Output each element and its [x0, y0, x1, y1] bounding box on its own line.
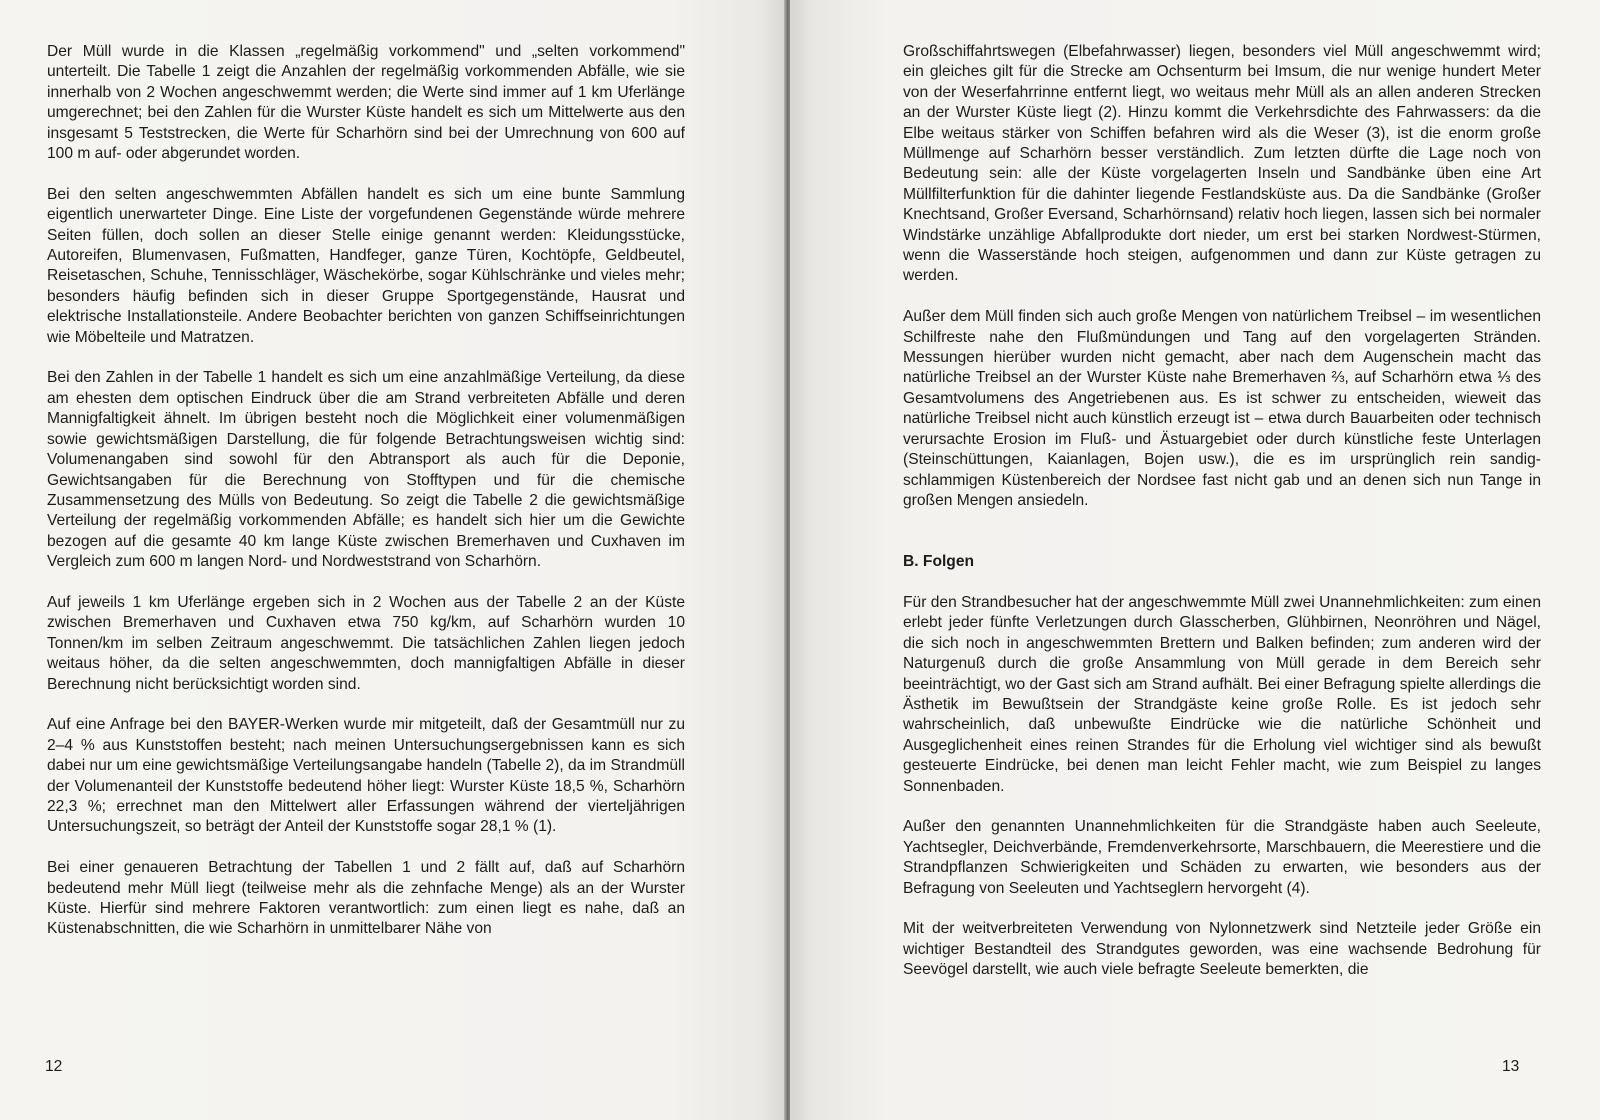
paragraph: Außer dem Müll finden sich auch große Mengen von natürlichem Treibsel – im wesentlichen Schilfreste nahe den Flußmündungen und Tang auf den vorgelagerten Stränden. Messungen hierüber wurden nicht gemacht, aber nach dem Augenschein macht das natürliche Treibsel an der Wurster Küste nahe Bremerhaven ⅔, auf Scharhörn etwa ⅓ des Gesamtvolumens des Angetriebenen aus. Es ist schwer zu entscheiden, wieweit das natürliche Treibsel nicht auch künstlich erzeugt ist – etwa durch Bauarbeiten oder technisch verursachte Erosion im Fluß- und Ästuargebiet oder durch künstliche feste Unterlagen (Steinschüttungen, Kaianlagen, Bojen usw.), die es im ursprünglich rein sandig-schlammigen Küstenbereich der Nordsee fast nicht gab und an denen sich nun Tange in großen Mengen ansiedeln.	[903, 308, 1541, 509]
right-page	[790, 0, 1600, 1120]
spacer	[903, 532, 1541, 552]
paragraph: Mit der weitverbreiteten Verwendung von Nylonnetzwerk sind Netzteile jeder Größe ein wichtiger Bestandteil des Strandgutes geworden, was eine wachsende Bedrohung für Seevögel darstellt, wie auch viele befragte Seeleute bemerkten, die	[903, 920, 1541, 979]
paragraph: Für den Strandbesucher hat der angeschwemmte Müll zwei Unannehmlichkeiten: zum einen erlebt jeder fünfte Verletzungen durch Glasscherben, Glühbirnen, Neonröhren und Nägel, die sich noch in angeschwemmten Brettern und Balken befinden; zum anderen wird der Naturgenuß durch die große Ansammlung von Müll gerade in dem Bereich sehr beeinträchtigt, wo der Gast sich am Strand aufhält. Bei einer Befragung spielte allerdings die Ästhetik im Bewußtsein der Strandgäste keine große Rolle. Es ist jedoch sehr wahrscheinlich, daß unbewußte Eindrücke wie die natürliche Schönheit und Ausgeglichenheit eines reinen Strandes für die Erholung viel wichtiger sind als bewußt gesteuerte Eindrücke, bei denen man leicht Fehler macht, wie zum Beispiel zu langes Sonnenbaden.	[903, 593, 1541, 795]
left-text-column	[47, 42, 685, 960]
left-page	[0, 0, 786, 1120]
right-text-column	[903, 42, 1541, 1001]
paragraph: Auf eine Anfrage bei den BAYER-Werken wurde mir mitgeteilt, daß der Gesamtmüll nur zu 2–4 % aus Kunststoffen besteht; nach meinen Untersuchungsergebnissen kann es sich dabei nur um eine gewichtsmäßige Verteilungsangabe handeln (Tabelle 2), da im Strandmüll der Volumenanteil der Kunststoffe bedeutend höher liegt: Wurster Küste 18,5 %, Scharhörn 22,3 %; errechnet man den Mittelwert aller Erfassungen während der vierteljährigen Untersuchungszeit, so beträgt der Anteil der Kunststoffe sogar 28,1 % (1).	[47, 716, 685, 836]
paragraph: Großschiffahrtswegen (Elbefahrwasser) liegen, besonders viel Müll angeschwemmt wird; ein gleiches gilt für die Strecke am Ochsenturm bei Imsum, die nur wenige hundert Meter von der Weserfahrrinne entfernt liegt, wo weitaus mehr Müll als an allen anderen Strecken an der Wurster Küste liegt (2). Hinzu kommt die Verkehrsdichte des Fahrwassers: da die Elbe weitaus stärker von Schiffen befahren wird als die Weser (3), ist die enorm große Müllmenge auf Scharhörn besser verständlich. Zum letzten dürfte die Lage noch von Bedeutung sein: alle der Küste vorgelagerten Inseln und Sandbänke üben eine Art Müllfilterfunktion für die dahinter liegende Festlandsküste aus. Da die Sandbänke (Großer Knechtsand, Großer Eversand, Scharhörnsand) relativ hoch liegen, lassen sich bei normaler Windstärke unzählige Abfallprodukte dort nieder, um erst bei starken Nordwest-Stürmen, wenn die Wasserstände hoch steigen, aufgenommen und dann zur Küste getragen zu werden.	[903, 43, 1541, 285]
paragraph: Bei einer genaueren Betrachtung der Tabellen 1 und 2 fällt auf, daß auf Scharhörn bedeutend mehr Müll liegt (teilweise mehr als die zehnfache Menge) als an der Wurster Küste. Hierfür sind mehrere Faktoren verantwortlich: zum einen liegt es nahe, daß an Küstenabschnitten, die wie Scharhörn in unmittelbarer Nähe von	[47, 859, 685, 938]
page-number-left: 12	[45, 1058, 63, 1075]
paragraph: Der Müll wurde in die Klassen „regelmäßig vorkommend" und „selten vorkommend" unterteilt. Die Tabelle 1 zeigt die Anzahlen der regelmäßig vorkommenden Abfälle, wie sie innerhalb von 2 Wochen angeschwemmt werden; die Werte sind immer auf 1 km Uferlänge umgerechnet; bei den Zahlen für die Wurster Küste handelt es sich um Mittelwerte aus den insgesamt 5 Teststrecken, die Werte für Scharhörn sind bei der Umrechnung von 600 auf 100 m auf- oder abgerundet worden.	[47, 43, 685, 163]
paragraph: Bei den Zahlen in der Tabelle 1 handelt es sich um eine anzahlmäßige Verteilung, da diese am ehesten dem optischen Eindruck über die am Strand verbreiteten Abfälle und deren Mannigfaltigkeit ähnelt. Im übrigen besteht noch die Möglichkeit einer volumenmäßigen sowie gewichtsmäßigen Darstellung, die für folgende Betrachtungsweisen wichtig sind: Volumenangaben sind sowohl für den Abtransport als auch für die Deponie, Gewichtsangaben für die Berechnung von Stofftypen und für die chemische Zusammensetzung des Mülls von Bedeutung. So zeigt die Tabelle 2 die gewichtsmäßige Verteilung der regelmäßig vorkommenden Abfälle; es handelt sich hier um die Gewichte bezogen auf die gesamte 40 km lange Küste zwischen Bremerhaven und Cuxhaven im Vergleich zum 600 m langen Nord- und Nordweststrand von Scharhörn.	[47, 369, 685, 571]
paragraph: Bei den selten angeschwemmten Abfällen handelt es sich um eine bunte Sammlung eigentlich unerwarteter Dinge. Eine Liste der vorgefundenen Gegenstände würde mehrere Seiten füllen, doch sollen an dieser Stelle einige genannt werden: Kleidungsstücke, Autoreifen, Blumenvasen, Fußmatten, Handfeger, ganze Türen, Kochtöpfe, Geldbeutel, Reisetaschen, Schuhe, Tennisschläger, Wäschekörbe, sogar Kühlschränke und vieles mehr; besonders häufig befinden sich in dieser Gruppe Sportgegenstände, Hausrat und elektrische Installationsteile. Andere Beobachter berichten von ganzen Schiffseinrichtungen wie Möbelteile und Matratzen.	[47, 185, 685, 346]
section-heading: B. Folgen	[903, 553, 975, 571]
paragraph: Außer den genannten Unannehmlichkeiten für die Strandgäste haben auch Seeleute, Yachtsegler, Deichverbände, Fremdenverkehrsorte, Marschbauern, die Meerestiere und die Strandpflanzen Schwierigkeiten und Schäden zu erwarten, wie besonders aus der Befragung von Seeleuten und Yachtseglern hervorgeht (4).	[903, 818, 1541, 897]
paragraph: Auf jeweils 1 km Uferlänge ergeben sich in 2 Wochen aus der Tabelle 2 an der Küste zwischen Bremerhaven und Cuxhaven etwa 750 kg/km, auf Scharhörn wurden 10 Tonnen/km im selben Zeitraum angeschwemmt. Die tatsächlichen Zahlen liegen jedoch weitaus höher, da die selten angeschwemmten, doch mannigfaltigen Abfälle in dieser Berechnung nicht berücksichtigt worden sind.	[47, 593, 685, 693]
page-number-right: 13	[1502, 1058, 1520, 1075]
